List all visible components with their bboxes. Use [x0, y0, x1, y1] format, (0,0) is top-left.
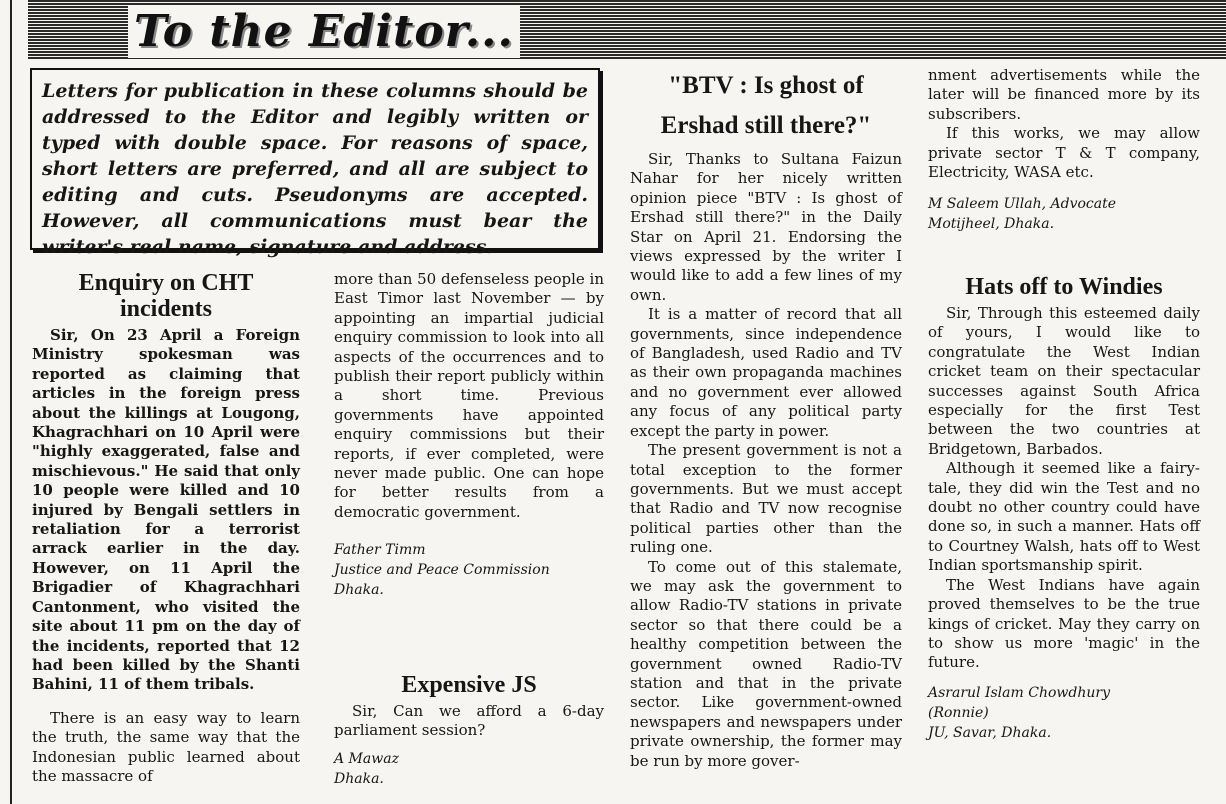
letter-btv-signature-place: Motijheel, Dhaka.	[928, 216, 1055, 233]
letter-cht-column-2	[334, 270, 604, 600]
letter-windies-paragraph: The West Indians have again proved themselves to be the true kings of cricket. May they carry on to show us more 'magic' in the future.	[928, 575, 1200, 672]
letter-btv-column-2	[928, 66, 1200, 234]
letter-cht-paragraph: There is an easy way to learn the truth, the same way that the Indonesian public learned about the massacre of	[32, 708, 300, 785]
section-masthead	[28, 0, 1226, 60]
letter-windies-paragraph: Sir, Through this esteemed daily of yours, I would like to congratulate the West Indian cricket team on their spectacular successes against South Africa especially for the first Test between the two countries at Bridgetown, Barbados.	[928, 304, 1200, 458]
letter-js-signature-name: A Mawaz	[334, 750, 399, 767]
letter-js-paragraph: Sir, Can we afford a 6-day parliament session?	[334, 702, 604, 740]
letter-btv-column-1	[630, 66, 902, 771]
letter-cht-headline: Enquiry on CHT incidents	[78, 270, 254, 322]
editorial-notice-box: Letters for publication in these columns should be addressed to the Editor and legibly written or typed with double space. For reasons of space, short letters are preferred, and all are subject to editing and cuts. Pseudonyms are accepted. However, all communications must bear the writer's real name, signature and address.	[30, 68, 600, 250]
letter-cht-signature-org: Justice and Peace Commission	[334, 562, 550, 579]
letter-windies-paragraph: Although it seemed like a fairy-tale, they did win the Test and no doubt no other country could have done so, in such a manner. Hats off to Courtney Walsh, hats off to West Indian sportsmanship spirit.	[928, 459, 1200, 575]
letter-btv-paragraph: The present government is not a total exception to the former governments. But we must accept that Radio and TV now recognise political parties other than the ruling one.	[630, 441, 902, 557]
letter-btv-paragraph: nment advertisements while the later will be financed more by its subscribers.	[928, 66, 1200, 123]
page-border-rule	[10, 0, 12, 804]
letter-btv-headline: "BTV : Is ghost of Ershad still there?"	[660, 72, 872, 139]
letter-js-headline: Expensive JS	[401, 672, 537, 698]
letter-cht-signature-name: Father Timm	[334, 542, 426, 559]
letter-cht-paragraph: more than 50 defenseless people in East Timor last November — by appointing an impartial judicial enquiry commission to look into all aspects of the occurrences and to publish their report publicly within a short time. Previous governments have appointed enquiry commissions but their reports, if ever completed, were never made public. One can hope for better results from a democratic government.	[334, 270, 604, 521]
letter-windies-signature-place: JU, Savar, Dhaka.	[928, 724, 1052, 741]
letter-js-block	[334, 672, 604, 789]
section-title: To the Editor...	[128, 6, 520, 58]
letter-windies-signature-name: Asrarul Islam Chowdhury	[928, 684, 1110, 701]
letter-cht-paragraph: Sir, On 23 April a Foreign Ministry spokesman was reported as claiming that articles in the foreign press about the killings at Lougong, Khagrachhari on 10 April were "highly exaggerated, false and mischievous." He said that only 10 people were killed and 10 injured by Bengali settlers in retaliation for a terrorist arrack earlier in the day. However, on 11 April the Brigadier of Khagrachhari Cantonment, who visited the site about 11 pm on the day of the incidents, reported that 12 had been killed by the Shanti Bahini, 11 of them tribals.	[32, 326, 300, 694]
letter-windies-headline: Hats off to Windies	[965, 274, 1163, 300]
letter-btv-paragraph: Sir, Thanks to Sultana Faizun Nahar for her nicely written opinion piece "BTV : Is ghost of Ershad still there?" in the Daily Star on April 21. Endorsing the views expressed by the writer I would like to add a few lines of my own.	[630, 150, 902, 304]
letter-js-signature-place: Dhaka.	[334, 770, 384, 787]
letter-btv-paragraph: If this works, we may allow private sector T & T company, Electricity, WASA etc.	[928, 124, 1200, 182]
letter-windies-block	[928, 274, 1200, 743]
letter-btv-paragraph: To come out of this stalemate, we may ask the government to allow Radio-TV stations in private sector so that there could be a healthy competition between the government owned Radio-TV station and that in the private sector. Like government-owned newspapers and newspapers under private ownership, the former may be run by more gover-	[630, 557, 902, 770]
letter-btv-signature-name: M Saleem Ullah, Advocate	[928, 196, 1117, 213]
letter-windies-signature-nickname: (Ronnie)	[928, 704, 989, 721]
letter-btv-paragraph: It is a matter of record that all governments, since independence of Bangladesh, used Radio and TV as their own propaganda machines and no government ever allowed any focus of any political party except the party in power.	[630, 305, 902, 440]
letter-cht-column-1	[32, 270, 300, 786]
letter-cht-signature-place: Dhaka.	[334, 582, 384, 599]
